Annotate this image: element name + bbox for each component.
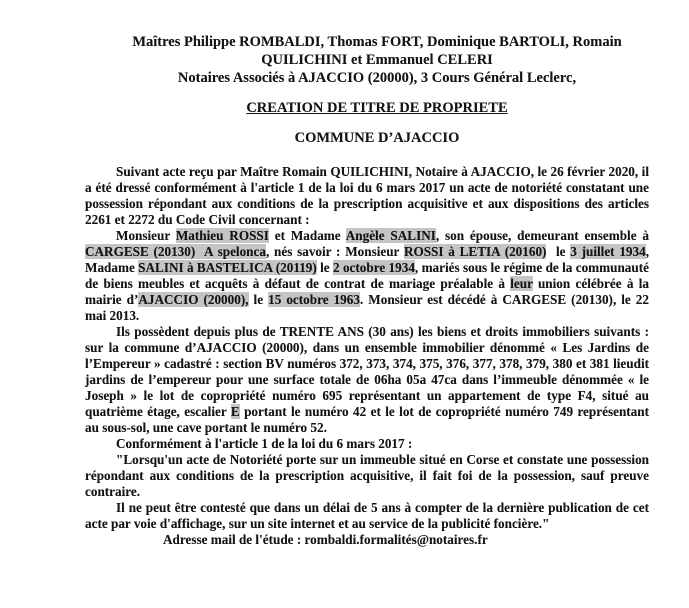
highlighted-text: leur <box>510 276 533 291</box>
body-text: , Madame <box>85 244 649 275</box>
body-text: le <box>316 260 334 275</box>
notaries-names-line-1: Maîtres Philippe ROMBALDI, Thomas FORT, Dominique BARTOLI, Romain <box>132 34 622 50</box>
highlighted-text: 2 octobre 1934 <box>333 260 415 275</box>
body-text: Conformément à l'article 1 de la loi du 6 mars 2017 : <box>116 436 413 451</box>
body-text: portant le numéro 42 et le lot de copropriété numéro 749 représentant au sous-sol, une cave portant le numéro 52. <box>85 404 649 435</box>
body-text: Ils possèdent depuis plus de TRENTE ANS (30 ans) les biens et droits immobiliers suivants : sur la commune d’AJACCIO (20000), dans un ensemble immobilier dénommé « Les Jardins de l’Empereur » cadastré : section BV numéros 372, 373, 374, 375, 376, 377, 378, 379, 380 et 381 lieudit jardins de l’empereur pour une surface totale de 06ha 05a 47ca dans l’immeuble dénommée « le Joseph » le lot de copropriété numéro 695 représentant un appartement de type F4, situé au quatrième étage, escalier <box>85 324 649 419</box>
highlighted-text: SALINI à BASTELICA (20119) <box>138 260 317 275</box>
commune-subtitle: COMMUNE D’AJACCIO <box>294 130 460 146</box>
highlighted-text: CARGESE (20130) A spelonca <box>85 244 266 259</box>
paragraph <box>85 164 649 228</box>
body-text: Adresse mail de l'étude : rombaldi.formalités@notaires.fr <box>163 532 488 547</box>
body-text: Monsieur <box>116 228 176 243</box>
paragraph <box>85 532 649 548</box>
paragraph <box>85 436 649 452</box>
highlighted-text: E <box>230 404 240 419</box>
body-text: , nés savoir : Monsieur <box>265 244 404 259</box>
body-text: Il ne peut être contesté que dans un délai de 5 ans à compter de la dernière publication de cet acte par voie d'affichage, sur un site internet et au service de la publicité foncière." <box>85 500 649 531</box>
body-text: le <box>248 292 269 307</box>
body-text: . Monsieur est décédé à CARGESE (20130), le 22 mai 2013. <box>85 292 649 323</box>
paragraph <box>85 324 649 436</box>
notaries-names-line-2: QUILICHINI et Emmanuel CELERI <box>261 52 493 68</box>
letterhead <box>65 33 689 87</box>
body-text: , mariés sous le régime de la communauté de biens meubles et acquêts à défaut de contrat de mariage préalable à <box>85 260 649 291</box>
highlighted-text: Mathieu ROSSI <box>175 228 269 243</box>
document-body <box>85 164 649 548</box>
body-text: union célébrée à la mairie d’ <box>85 276 649 307</box>
highlighted-text: AJACCIO (20000), <box>138 292 249 307</box>
paragraph <box>85 452 649 500</box>
paragraph <box>85 228 649 324</box>
office-address-line: Notaires Associés à AJACCIO (20000), 3 Cours Général Leclerc, <box>177 70 577 86</box>
document-title: CREATION DE TITRE DE PROPRIETE <box>246 100 508 116</box>
body-text: "Lorsqu'un acte de Notoriété porte sur un immeuble situé en Corse et constate une possession répondant aux conditions de la prescription acquisitive, il fait foi de la possession, sauf preuve contraire. <box>85 452 649 499</box>
highlighted-text: ROSSI à LETIA (20160) <box>403 244 547 259</box>
body-text: et Madame <box>268 228 346 243</box>
highlighted-text: Angèle SALINI <box>345 228 436 243</box>
body-text: Suivant acte reçu par Maître Romain QUILICHINI, Notaire à AJACCIO, le 26 février 2020, il a été dressé conformément à l'article 1 de la loi du 6 mars 2017 un acte de notoriété constatant une possession répondant aux conditions de la prescription acquisitive et aux dispositions des articles 2261 et 2272 du Code Civil concernant : <box>85 164 649 227</box>
paragraph <box>85 500 649 532</box>
highlighted-text: 3 juillet 1934 <box>570 244 646 259</box>
body-text: le <box>546 244 571 259</box>
body-text: , son épouse, demeurant ensemble à <box>435 228 649 243</box>
highlighted-text: 15 octobre 1963 <box>268 292 360 307</box>
